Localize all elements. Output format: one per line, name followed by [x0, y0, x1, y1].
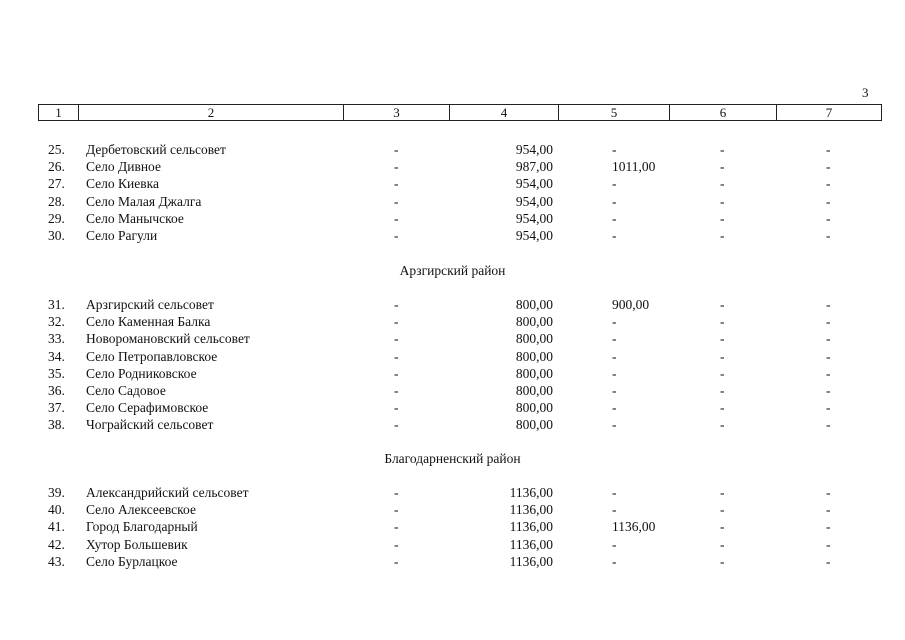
cell-name: Село Садовое — [86, 383, 166, 398]
cell-c7: - — [826, 365, 831, 381]
column-header-1: 1 — [39, 105, 79, 121]
cell-c5: - — [612, 228, 617, 243]
table-row — [0, 210, 905, 227]
cell-name: Село Малая Джалга — [86, 193, 202, 209]
cell-c4: 800,00 — [515, 383, 553, 398]
cell-c4: 954,00 — [515, 210, 553, 226]
cell-name: Село Рагули — [86, 228, 158, 243]
cell-c3: - — [394, 365, 399, 381]
cell-c4: 1136,00 — [509, 485, 553, 500]
cell-c4: 1136,00 — [509, 502, 553, 518]
cell-c6: - — [720, 365, 725, 381]
cell-c4: 987,00 — [515, 159, 553, 175]
cell-name: Село Алексеевское — [86, 502, 196, 518]
cell-c7: - — [826, 193, 831, 209]
district-heading: Арзгирский район — [399, 263, 506, 278]
cell-c6: - — [720, 297, 725, 312]
cell-c5: - — [612, 383, 617, 398]
cell-c6: - — [720, 193, 725, 209]
cell-c3: - — [394, 314, 399, 330]
cell-num: 41. — [48, 519, 65, 535]
cell-c7: - — [826, 536, 831, 552]
cell-c7: - — [826, 331, 831, 347]
table-row — [0, 501, 905, 518]
cell-c6: - — [720, 383, 725, 398]
cell-num: 39. — [48, 485, 65, 500]
table-row — [0, 141, 905, 158]
cell-c7: - — [826, 553, 831, 569]
cell-name: Дербетовский сельсовет — [86, 142, 226, 157]
cell-c7: - — [826, 142, 831, 157]
table-row — [0, 175, 905, 192]
table-row — [0, 536, 905, 553]
cell-c3: - — [394, 485, 399, 500]
cell-c6: - — [720, 485, 725, 500]
district-heading: Благодарненский район — [384, 451, 521, 466]
table-row — [0, 227, 905, 244]
cell-c7: - — [826, 228, 831, 243]
cell-c3: - — [394, 297, 399, 312]
cell-c4: 954,00 — [515, 176, 553, 192]
column-header-2: 2 — [79, 105, 344, 121]
cell-c5: - — [612, 193, 617, 209]
cell-c3: - — [394, 502, 399, 518]
cell-name: Село Манычское — [86, 210, 184, 226]
cell-c5: - — [612, 348, 617, 364]
cell-c5: - — [612, 331, 617, 347]
cell-num: 27. — [48, 176, 65, 192]
cell-c4: 954,00 — [515, 193, 553, 209]
cell-c7: - — [826, 176, 831, 192]
cell-c7: - — [826, 519, 831, 535]
table-row — [0, 416, 905, 433]
cell-c6: - — [720, 159, 725, 175]
cell-name: Александрийский сельсовет — [86, 485, 249, 500]
cell-c7: - — [826, 417, 831, 433]
cell-c6: - — [720, 519, 725, 535]
cell-c4: 1136,00 — [509, 536, 553, 552]
cell-c5: - — [612, 553, 617, 569]
cell-c3: - — [394, 536, 399, 552]
cell-c6: - — [720, 314, 725, 330]
cell-c3: - — [394, 417, 399, 433]
column-header-5: 5 — [559, 105, 670, 121]
cell-name: Новоромановский сельсовет — [86, 331, 250, 347]
column-header-table — [38, 104, 882, 121]
cell-num: 40. — [48, 502, 65, 518]
cell-c3: - — [394, 210, 399, 226]
cell-c3: - — [394, 159, 399, 175]
cell-c4: 1136,00 — [509, 553, 553, 569]
cell-c5: - — [612, 400, 617, 416]
cell-name: Село Каменная Балка — [86, 314, 211, 330]
table-row — [0, 158, 905, 175]
cell-c4: 800,00 — [515, 365, 553, 381]
column-header-row — [39, 105, 882, 121]
cell-num: 42. — [48, 536, 65, 552]
cell-c5: - — [612, 536, 617, 552]
cell-name: Хутор Большевик — [86, 536, 188, 552]
cell-c6: - — [720, 400, 725, 416]
cell-c5: - — [612, 417, 617, 433]
cell-c7: - — [826, 348, 831, 364]
cell-c4: 954,00 — [515, 142, 553, 157]
cell-c5: - — [612, 365, 617, 381]
cell-c5: 900,00 — [612, 297, 650, 312]
cell-c7: - — [826, 502, 831, 518]
cell-num: 29. — [48, 210, 65, 226]
table-row — [0, 553, 905, 570]
cell-c4: 1136,00 — [509, 519, 553, 535]
column-header-4: 4 — [450, 105, 559, 121]
cell-c4: 800,00 — [515, 314, 553, 330]
cell-c6: - — [720, 502, 725, 518]
cell-name: Село Серафимовское — [86, 400, 209, 416]
cell-c5: - — [612, 176, 617, 192]
cell-name: Арзгирский сельсовет — [86, 297, 214, 312]
cell-c6: - — [720, 536, 725, 552]
cell-num: 36. — [48, 383, 65, 398]
cell-name: Село Родниковское — [86, 365, 197, 381]
cell-num: 37. — [48, 400, 65, 416]
cell-c5: - — [612, 485, 617, 500]
page-number: 3 — [862, 85, 869, 100]
cell-c6: - — [720, 228, 725, 243]
cell-c6: - — [720, 176, 725, 192]
cell-name: Село Дивное — [86, 159, 161, 175]
cell-c7: - — [826, 210, 831, 226]
cell-c7: - — [826, 297, 831, 312]
column-header-7: 7 — [777, 105, 882, 121]
cell-name: Село Киевка — [86, 176, 159, 192]
cell-c5: - — [612, 142, 617, 157]
cell-num: 28. — [48, 193, 65, 209]
cell-c3: - — [394, 348, 399, 364]
cell-c3: - — [394, 228, 399, 243]
cell-num: 30. — [48, 228, 65, 243]
column-header-3: 3 — [344, 105, 450, 121]
cell-c5: 1136,00 — [612, 519, 656, 535]
cell-c3: - — [394, 400, 399, 416]
cell-c3: - — [394, 176, 399, 192]
cell-name: Город Благодарный — [86, 519, 198, 535]
cell-c4: 800,00 — [515, 400, 553, 416]
table-row — [0, 193, 905, 210]
cell-c6: - — [720, 348, 725, 364]
cell-c6: - — [720, 331, 725, 347]
cell-c7: - — [826, 485, 831, 500]
table-row — [0, 330, 905, 347]
cell-num: 33. — [48, 331, 65, 347]
table-row — [0, 518, 905, 535]
cell-c4: 800,00 — [515, 297, 553, 312]
cell-c6: - — [720, 210, 725, 226]
table-row — [0, 313, 905, 330]
cell-c3: - — [394, 142, 399, 157]
cell-num: 43. — [48, 553, 65, 569]
table-row — [0, 365, 905, 382]
cell-c5: - — [612, 502, 617, 518]
cell-num: 25. — [48, 142, 65, 157]
cell-c3: - — [394, 193, 399, 209]
cell-c6: - — [720, 142, 725, 157]
table-row — [0, 382, 905, 399]
table-row — [0, 484, 905, 501]
cell-num: 38. — [48, 417, 65, 433]
cell-c4: 800,00 — [515, 417, 553, 433]
cell-c4: 800,00 — [515, 331, 553, 347]
table-row — [0, 399, 905, 416]
cell-c4: 954,00 — [515, 228, 553, 243]
cell-c6: - — [720, 417, 725, 433]
cell-c7: - — [826, 400, 831, 416]
cell-name: Чограйский сельсовет — [86, 417, 214, 433]
cell-num: 34. — [48, 348, 65, 364]
cell-name: Село Бурлацкое — [86, 553, 178, 569]
cell-c7: - — [826, 159, 831, 175]
cell-c5: - — [612, 210, 617, 226]
cell-c5: - — [612, 314, 617, 330]
cell-c6: - — [720, 553, 725, 569]
cell-num: 26. — [48, 159, 65, 175]
column-header-6: 6 — [670, 105, 777, 121]
table-row — [0, 296, 905, 313]
cell-c7: - — [826, 314, 831, 330]
cell-name: Село Петропавловское — [86, 348, 218, 364]
cell-c3: - — [394, 331, 399, 347]
cell-c4: 800,00 — [515, 348, 553, 364]
cell-c3: - — [394, 383, 399, 398]
cell-c3: - — [394, 519, 399, 535]
cell-c3: - — [394, 553, 399, 569]
table-row — [0, 348, 905, 365]
cell-num: 31. — [48, 297, 65, 312]
cell-c7: - — [826, 383, 831, 398]
cell-num: 35. — [48, 365, 65, 381]
cell-c5: 1011,00 — [612, 159, 656, 175]
cell-num: 32. — [48, 314, 65, 330]
